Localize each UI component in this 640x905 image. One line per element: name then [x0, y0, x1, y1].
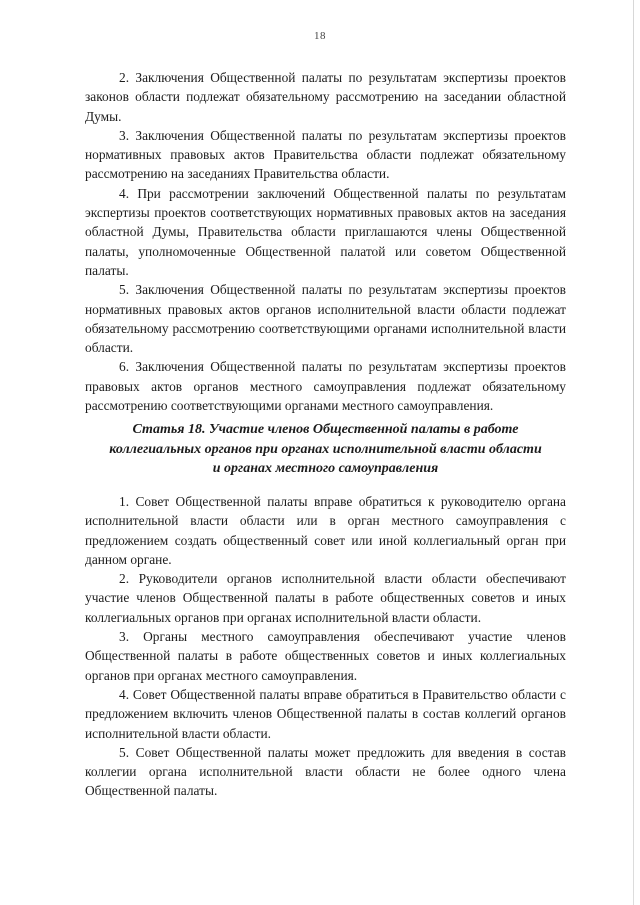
paragraph-18-3: 3. Органы местного самоуправления обеспечивают участие членов Общественной палаты в работе общественных советов и иных коллегиальных органов при органах местного самоуправления.	[85, 629, 566, 683]
scan-edge-line	[633, 0, 634, 905]
paragraph-1-4: 4. При рассмотрении заключений Общественной палаты по результатам экспертизы проектов соответствующих нормативных правовых актов на заседания областной Думы, Правительства области приглашаются члены Общественной палаты, уполномоченные Общественной палатой или советом Общественной палаты.	[85, 185, 566, 278]
paragraph-1-3: 3. Заключения Общественной палаты по результатам экспертизы проектов нормативных правовых актов Правительства области подлежат обязательному рассмотрению на заседаниях Правительства области.	[85, 127, 566, 182]
article-heading-line-3: и органах местного самоуправления	[212, 461, 439, 476]
page-number: 18	[314, 30, 326, 42]
paragraph-18-4: 4. Совет Общественной палаты вправе обратиться в Правительство области с предложением включить членов Общественной палаты в состав коллегий органов исполнительной власти области.	[85, 686, 566, 741]
paragraph-18-2: 2. Руководители органов исполнительной власти области обеспечивают участие членов Общественной палаты в работе общественных советов и иных коллегиальных органов при органах исполнительной власти области.	[85, 571, 566, 625]
section-1-text	[85, 68, 566, 415]
paragraph-1-6: 6. Заключения Общественной палаты по результатам экспертизы проектов правовых актов органов местного самоуправления подлежат обязательному рассмотрению соответствующими органами местного самоуправления.	[85, 359, 566, 414]
paragraph-1-5: 5. Заключения Общественной палаты по результатам экспертизы проектов нормативных правовых актов органов исполнительной власти области подлежат обязательному рассмотрению соответствующими органами исполнительной власти области.	[85, 282, 566, 356]
article-heading-line-1: Статья 18. Участие членов Общественной палаты в работе	[132, 422, 519, 437]
article-18-text	[85, 492, 566, 801]
article-18-heading	[85, 420, 566, 479]
paragraph-18-1: 1. Совет Общественной палаты вправе обратиться к руководителю органа исполнительной власти области или в орган местного самоуправления с предложением создать общественный совет или иной коллегиальный орган при данном органе.	[85, 494, 566, 567]
paragraph-1-2: 2. Заключения Общественной палаты по результатам экспертизы проектов законов области подлежат обязательному рассмотрению на заседании областной Думы.	[85, 70, 566, 124]
paragraph-18-5: 5. Совет Общественной палаты может предложить для введения в состав коллегии органа исполнительной власти области не более одного члена Общественной палаты.	[85, 744, 566, 799]
article-heading-line-2: коллегиальных органов при органах исполнительной власти области	[109, 441, 542, 457]
